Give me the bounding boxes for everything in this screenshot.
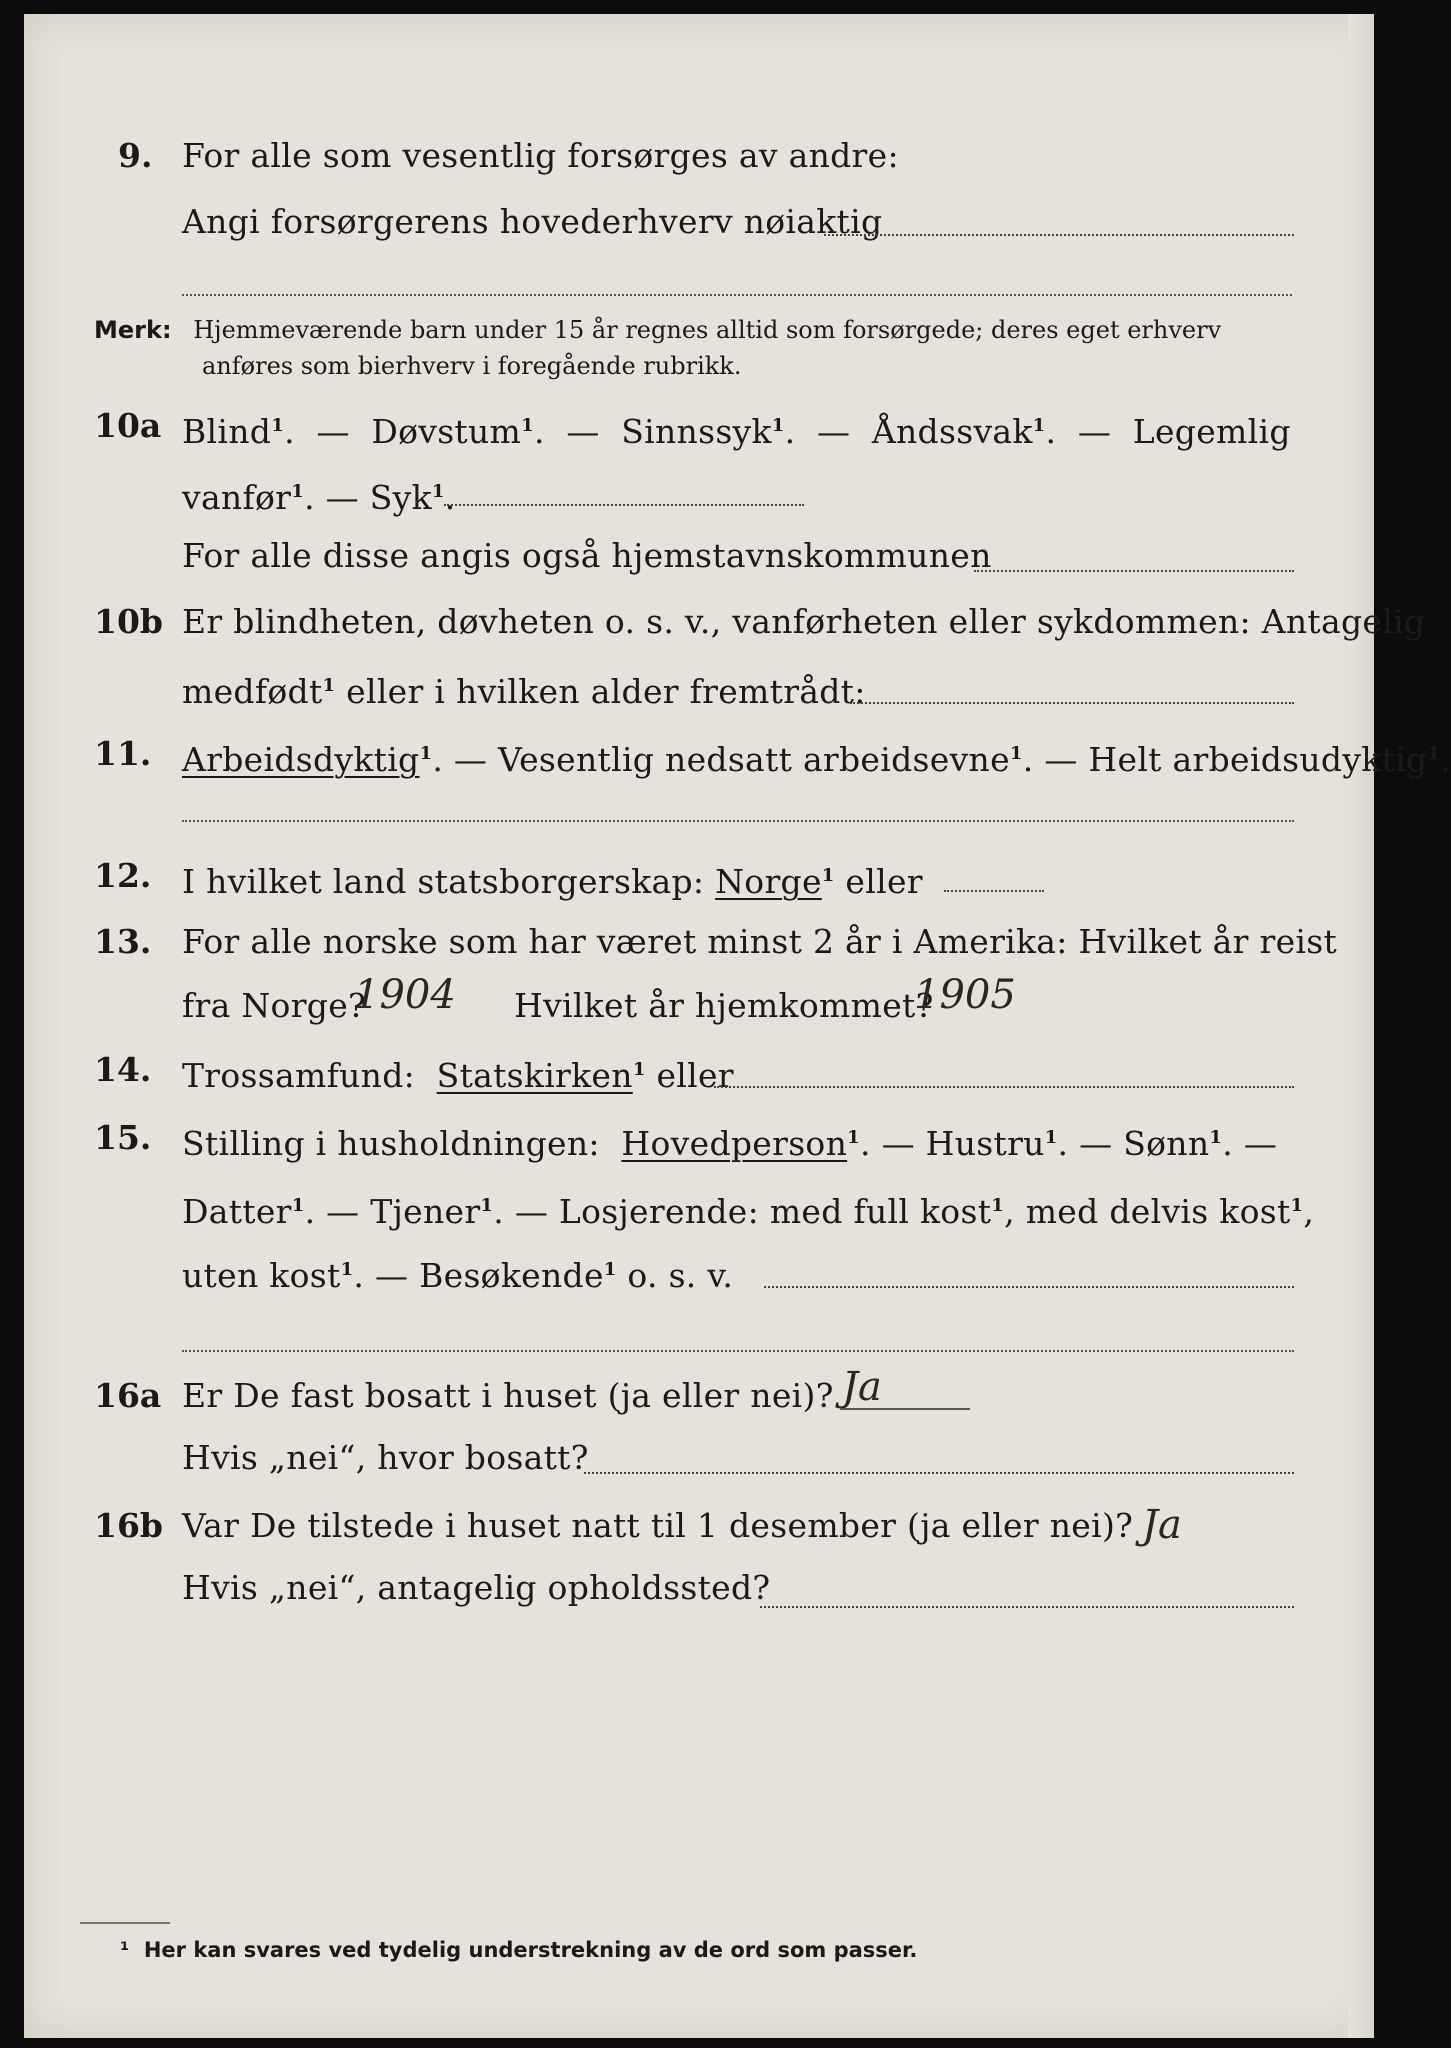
q9-line2: Angi forsørgerens hovederhverv nøiaktig [182, 202, 883, 241]
sup: 1 [847, 1127, 860, 1148]
q13-number: 13. [94, 922, 152, 961]
sup: 1 [291, 1195, 305, 1216]
sup: 1 [480, 1195, 494, 1216]
census-form-page [24, 14, 1451, 2038]
footnote [120, 1938, 917, 1962]
q10b-answer-line [850, 702, 1294, 704]
opt-tjener: Tjener [370, 1192, 481, 1231]
q14-eller: eller [656, 1056, 734, 1095]
opt-full-kost: med full kost [769, 1192, 992, 1231]
q15-line1: Stilling i husholdningen: Hovedperson$^1$. — Hustru$^1$. — Sønn$^1$. — [182, 1124, 1278, 1163]
q10b-line2 [182, 666, 866, 712]
footnote-rule [80, 1922, 170, 1924]
q15-line2: Datter$^1$. — Tjener$^1$. — Losjerende: med full kost$^1$, med delvis kost$^1$, [182, 1192, 1315, 1231]
opt-hustru: Hustru [925, 1124, 1045, 1163]
q15-line3: uten kost$^1$. — Besøkende$^1$ o. s. v. [182, 1256, 734, 1295]
q16a-line2: Hvis „nei“, hvor bosatt? [182, 1438, 589, 1477]
opt-vanfor: vanfør [182, 478, 292, 517]
merk-label: Merk: [94, 316, 172, 344]
sup: 1 [821, 865, 835, 886]
opt-dovstum: Døvstum [371, 412, 522, 451]
q15-label: Stilling i husholdningen: [182, 1124, 600, 1163]
q16b-line2: Hvis „nei“, antagelig opholdssted? [182, 1568, 771, 1607]
sup: 1 [1209, 1127, 1223, 1148]
q12-text: I hvilket land statsborgerskap: [182, 862, 705, 901]
q13-year-back-handwritten: 1905 [914, 972, 1016, 1018]
footnote-mark: ¹ [120, 1938, 130, 1962]
sup: 1 [632, 1059, 646, 1080]
opt-syk: Syk [369, 478, 432, 517]
q16a-answer-line [840, 1408, 970, 1410]
sup: 1 [1290, 1195, 1304, 1216]
merk-line2: anføres som bierhverv i foregående rubrikk. [202, 352, 742, 380]
q9-answer-line [824, 234, 1294, 236]
sup: 1 [340, 1259, 354, 1280]
opt-statskirken: Statskirken [436, 1056, 633, 1095]
sup: 1 [1032, 415, 1046, 436]
opt-sinnssyk: Sinnssyk [621, 412, 772, 451]
merk-line1: Hjemmeværende barn under 15 år regnes alltid som forsørgede; deres eget erhverv [193, 316, 1222, 344]
q13-year-out-handwritten: 1904 [354, 972, 456, 1018]
opt-medfodt: medfødt [182, 672, 323, 711]
sup: 1 [603, 1259, 617, 1280]
q10a-line2: vanfør$^1$. — Syk$^1$. [182, 478, 456, 517]
q14-number: 14. [94, 1050, 152, 1089]
q15-extra-line [182, 1350, 1294, 1352]
q16b-line1: Var De tilstede i huset natt til 1 desember (ja eller nei)? [182, 1506, 1134, 1545]
opt-uten-kost: uten kost [182, 1256, 341, 1295]
q10b-number: 10b [94, 602, 163, 641]
q16a-line1: Er De fast bosatt i huset (ja eller nei)? [182, 1376, 834, 1415]
q12-eller: eller [845, 862, 923, 901]
q13-line2 [182, 986, 366, 1026]
q12-answer-line [944, 890, 1044, 892]
merk-note [94, 314, 1221, 346]
q10a-line3: For alle disse angis også hjemstavnskommunen [182, 536, 992, 575]
opt-besokende: Besøkende [419, 1256, 604, 1295]
sup: 1 [521, 415, 534, 436]
opt-arbeidsdyktig: Arbeidsdyktig [182, 740, 420, 779]
sup: 1 [419, 743, 433, 764]
sup: 1 [271, 415, 285, 436]
q9-line1: For alle som vesentlig forsørges av andre: [182, 136, 899, 175]
opt-legemlig: Legemlig [1132, 412, 1291, 451]
sup: 1 [322, 675, 336, 696]
sup: 1 [771, 415, 785, 436]
q10a-kommune-line [974, 570, 1294, 572]
sup: 1 [1044, 1127, 1058, 1148]
q16b-number: 16b [94, 1506, 163, 1545]
q10b-alder: eller i hvilken alder fremtrådt: [346, 672, 866, 711]
sup: 1 [431, 481, 445, 502]
q14-line [182, 1050, 734, 1096]
q16a-bosatt-line [584, 1472, 1294, 1474]
opt-norge: Norge [715, 862, 822, 901]
q13-hjem: Hvilket år hjemkommet? [514, 986, 934, 1025]
q16b-answer-handwritten: Ja [1142, 1502, 1182, 1548]
opt-udyktig: Helt arbeidsudyktig [1088, 740, 1428, 779]
opt-delvis-kost: med delvis kost [1025, 1192, 1291, 1231]
q15-number: 15. [94, 1118, 152, 1157]
q9-number: 9. [118, 136, 153, 175]
sup: 1 [1009, 743, 1023, 764]
footnote-text: Her kan svares ved tydelig understrekning av de ord som passer. [143, 1938, 918, 1962]
opt-hovedperson: Hovedperson [621, 1124, 848, 1163]
opt-losjerende: Losjerende: [558, 1192, 760, 1231]
q10a-line1: Blind$^1$. — Døvstum$^1$. — Sinnssyk$^1$. — Åndssvak$^1$. — Legemlig [182, 412, 1291, 451]
q10b-line1: Er blindheten, døvheten o. s. v., vanførheten eller sykdommen: Antagelig [182, 602, 1426, 641]
page-edge [1348, 14, 1374, 2038]
opt-nedsatt: Vesentlig nedsatt arbeidsevne [497, 740, 1010, 779]
q13-fra-norge: fra Norge? [182, 986, 367, 1025]
opt-andssvak: Åndssvak [871, 412, 1033, 451]
q12-line [182, 856, 923, 902]
q11-number: 11. [94, 734, 152, 773]
sup: 1 [291, 481, 305, 502]
q12-number: 12. [94, 856, 152, 895]
q14-answer-line [714, 1086, 1294, 1088]
q16b-sted-line [760, 1606, 1294, 1608]
sup: 1 [991, 1195, 1005, 1216]
q11-extra-line [182, 820, 1294, 822]
q16a-answer-handwritten: Ja [842, 1364, 882, 1410]
q10a-answer-line [444, 504, 804, 506]
q15-answer-line [764, 1286, 1294, 1288]
q14-text: Trossamfund: [182, 1056, 416, 1095]
sup: 1 [1427, 743, 1441, 764]
q15-osv: o. s. v. [627, 1256, 734, 1295]
q11-line: Arbeidsdyktig$^1$. — Vesentlig nedsatt arbeidsevne$^1$. — Helt arbeidsudyktig$^1$. [182, 740, 1451, 779]
opt-sonn: Sønn [1123, 1124, 1210, 1163]
q16a-number: 16a [94, 1376, 162, 1415]
q13-line1: For alle norske som har været minst 2 år i Amerika: Hvilket år reist [182, 922, 1338, 961]
q9-extra-line [182, 294, 1292, 296]
q10a-number: 10a [94, 406, 162, 445]
opt-blind: Blind [182, 412, 272, 451]
opt-datter: Datter [182, 1192, 292, 1231]
